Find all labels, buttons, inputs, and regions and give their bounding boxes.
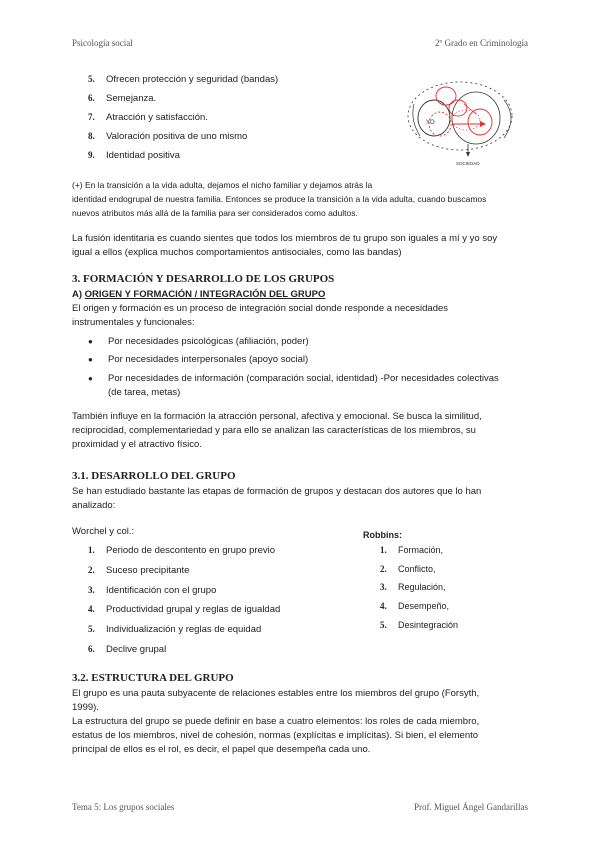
list-text: Conflicto, (398, 564, 436, 574)
section-3-2-line: El grupo es una pauta subyacente de relaciones estables entre los miembros del grupo (Forsyth, (72, 688, 480, 699)
section-3-2-title: 3.2. ESTRUCTURA DEL GRUPO (72, 672, 234, 684)
bullet-text: Por necesidades de información (comparación social, identidad) -Por necesidades colectivas (108, 373, 499, 384)
section-3-2-line: principal de ellos es el rol, es decir, el papel que desempeña cada uno. (72, 744, 371, 755)
list-number: 5. (88, 74, 95, 84)
subsection-a-title: ORIGEN Y FORMACIÓN / INTEGRACIÓN DEL GRUPO (84, 289, 326, 300)
bullet-icon: ● (88, 337, 93, 346)
header-left: Psicología social (72, 38, 133, 48)
robbins-item (380, 545, 443, 555)
bullet-continuation: (de tarea, metas) (108, 387, 181, 398)
diagram-label-sociedad: SOCIEDAD (456, 161, 480, 166)
list-number: 1. (380, 545, 387, 555)
bullet-item (88, 373, 499, 384)
list-number: 6. (88, 644, 95, 654)
list-text: Desintegración (398, 620, 459, 630)
robbins-title: Robbins: (363, 530, 402, 540)
worchel-item (88, 545, 275, 556)
list-text: Valoración positiva de uno mismo (106, 131, 248, 142)
worchel-item (88, 644, 166, 655)
list-text: Identidad positiva (106, 150, 180, 161)
list-text: Periodo de descontento en grupo previo (106, 545, 276, 556)
list-text: Desempeño, (398, 601, 450, 611)
header-right: 2º Grado en Criminología (434, 38, 528, 48)
list-number: 2. (88, 565, 95, 575)
identity-diagram (400, 74, 520, 174)
subsection-a-prefix: A) (72, 289, 83, 300)
list-number: 1. (88, 545, 95, 555)
list-number: 5. (380, 620, 387, 630)
list-text: Suceso precipitante (106, 565, 190, 576)
list-number: 4. (380, 601, 387, 611)
attraction-line: reciprocidad, complementariedad y para ello se analizan las características de los miembros, su (72, 425, 476, 436)
note-line: identidad endogrupal de nuestra familia. Entonces se produce la transición a la vida adulta, cuando buscamos (72, 194, 487, 204)
subsection-a-heading (72, 288, 325, 302)
list-item (88, 93, 156, 104)
list-text: Atracción y satisfacción. (106, 112, 208, 123)
section-3-1-intro-line: analizado: (72, 500, 116, 511)
bullet-item (88, 336, 309, 347)
fusion-paragraph (72, 232, 497, 260)
attraction-line: proximidad y el atractivo físico. (72, 439, 202, 450)
list-text: Formación, (398, 545, 444, 555)
section-3-2-line: 1999). (72, 702, 99, 713)
list-text: Semejanza. (106, 93, 157, 104)
list-number: 8. (88, 131, 95, 141)
list-item (88, 131, 247, 142)
section-3-1-intro-line: Se han estudiado bastante las etapas de formación de grupos y destacan dos autores que lo han (72, 486, 482, 497)
section-3-2-line: La estructura del grupo se puede definir en base a cuatro elementos: los roles de cada miembro, (72, 716, 480, 727)
bullet-icon: ● (88, 355, 93, 364)
footer-right: Prof. Miguel Ángel Gandarillas (414, 802, 528, 812)
worchel-item (88, 624, 261, 635)
diagram-label-yo: YO (426, 120, 435, 126)
list-text: Regulación, (398, 582, 446, 592)
note-line: (+) En la transición a la vida adulta, dejamos el nicho familiar y dejamos atrás la (72, 180, 373, 190)
list-number: 2. (380, 564, 387, 574)
fusion-line: La fusión identitaria es cuando sientes que todos los miembros de tu grupo son iguales a mí y yo soy (72, 233, 498, 244)
list-number: 3. (88, 585, 95, 595)
robbins-item (380, 601, 449, 611)
section-3-1-intro (72, 485, 481, 513)
bullet-icon: ● (88, 374, 93, 383)
list-item (88, 150, 180, 161)
worchel-item (88, 604, 280, 615)
list-text: Declive grupal (106, 644, 167, 655)
robbins-item (380, 564, 436, 574)
section-3-intro (72, 302, 448, 330)
robbins-item (380, 582, 446, 592)
worchel-item (88, 565, 189, 576)
section-3-2-line: estatus de los miembros, nivel de cohesión, normas (explícitas e implícitas). Si bien, el elemento (72, 730, 479, 741)
attraction-paragraph (72, 410, 482, 452)
list-text: Individualización y reglas de equidad (106, 624, 262, 635)
list-text: Ofrecen protección y seguridad (bandas) (106, 74, 279, 85)
list-text: Identificación con el grupo (106, 585, 217, 596)
footer-left: Tema 5: Los grupos sociales (72, 802, 175, 812)
section-3-intro-line: El origen y formación es un proceso de integración social donde responde a necesidades (72, 303, 449, 314)
robbins-item (380, 620, 458, 630)
list-text: Productividad grupal y reglas de igualdad (106, 604, 281, 615)
list-number: 9. (88, 150, 95, 160)
identity-diagram-drawing (400, 74, 520, 174)
section-3-title: 3. FORMACIÓN Y DESARROLLO DE LOS GRUPOS (72, 273, 335, 285)
list-item (88, 74, 278, 85)
list-number: 6. (88, 93, 95, 103)
attraction-line: También influye en la formación la atracción personal, afectiva y emocional. Se busca la similitud, (72, 411, 482, 422)
section-3-2-paragraph (72, 687, 479, 757)
list-number: 4. (88, 604, 95, 614)
worchel-item (88, 585, 216, 596)
fusion-line: igual a ellos (explica muchos comportamientos antisociales, como las bandas) (72, 247, 402, 258)
list-item (88, 112, 208, 123)
note-line: nuevos atributos más allá de la familia para ser considerados como adultos. (72, 208, 358, 218)
bullet-text: Por necesidades psicológicas (afiliación, poder) (108, 336, 309, 347)
section-3-intro-line: instrumentales y funcionales: (72, 317, 195, 328)
note-paragraph (72, 178, 486, 220)
bullet-item (88, 354, 308, 365)
list-number: 3. (380, 582, 387, 592)
worchel-title: Worchel y col.: (72, 526, 135, 537)
list-number: 7. (88, 112, 95, 122)
list-number: 5. (88, 624, 95, 634)
section-3-1-title: 3.1. DESARROLLO DEL GRUPO (72, 470, 236, 482)
bullet-text: Por necesidades interpersonales (apoyo social) (108, 354, 309, 365)
